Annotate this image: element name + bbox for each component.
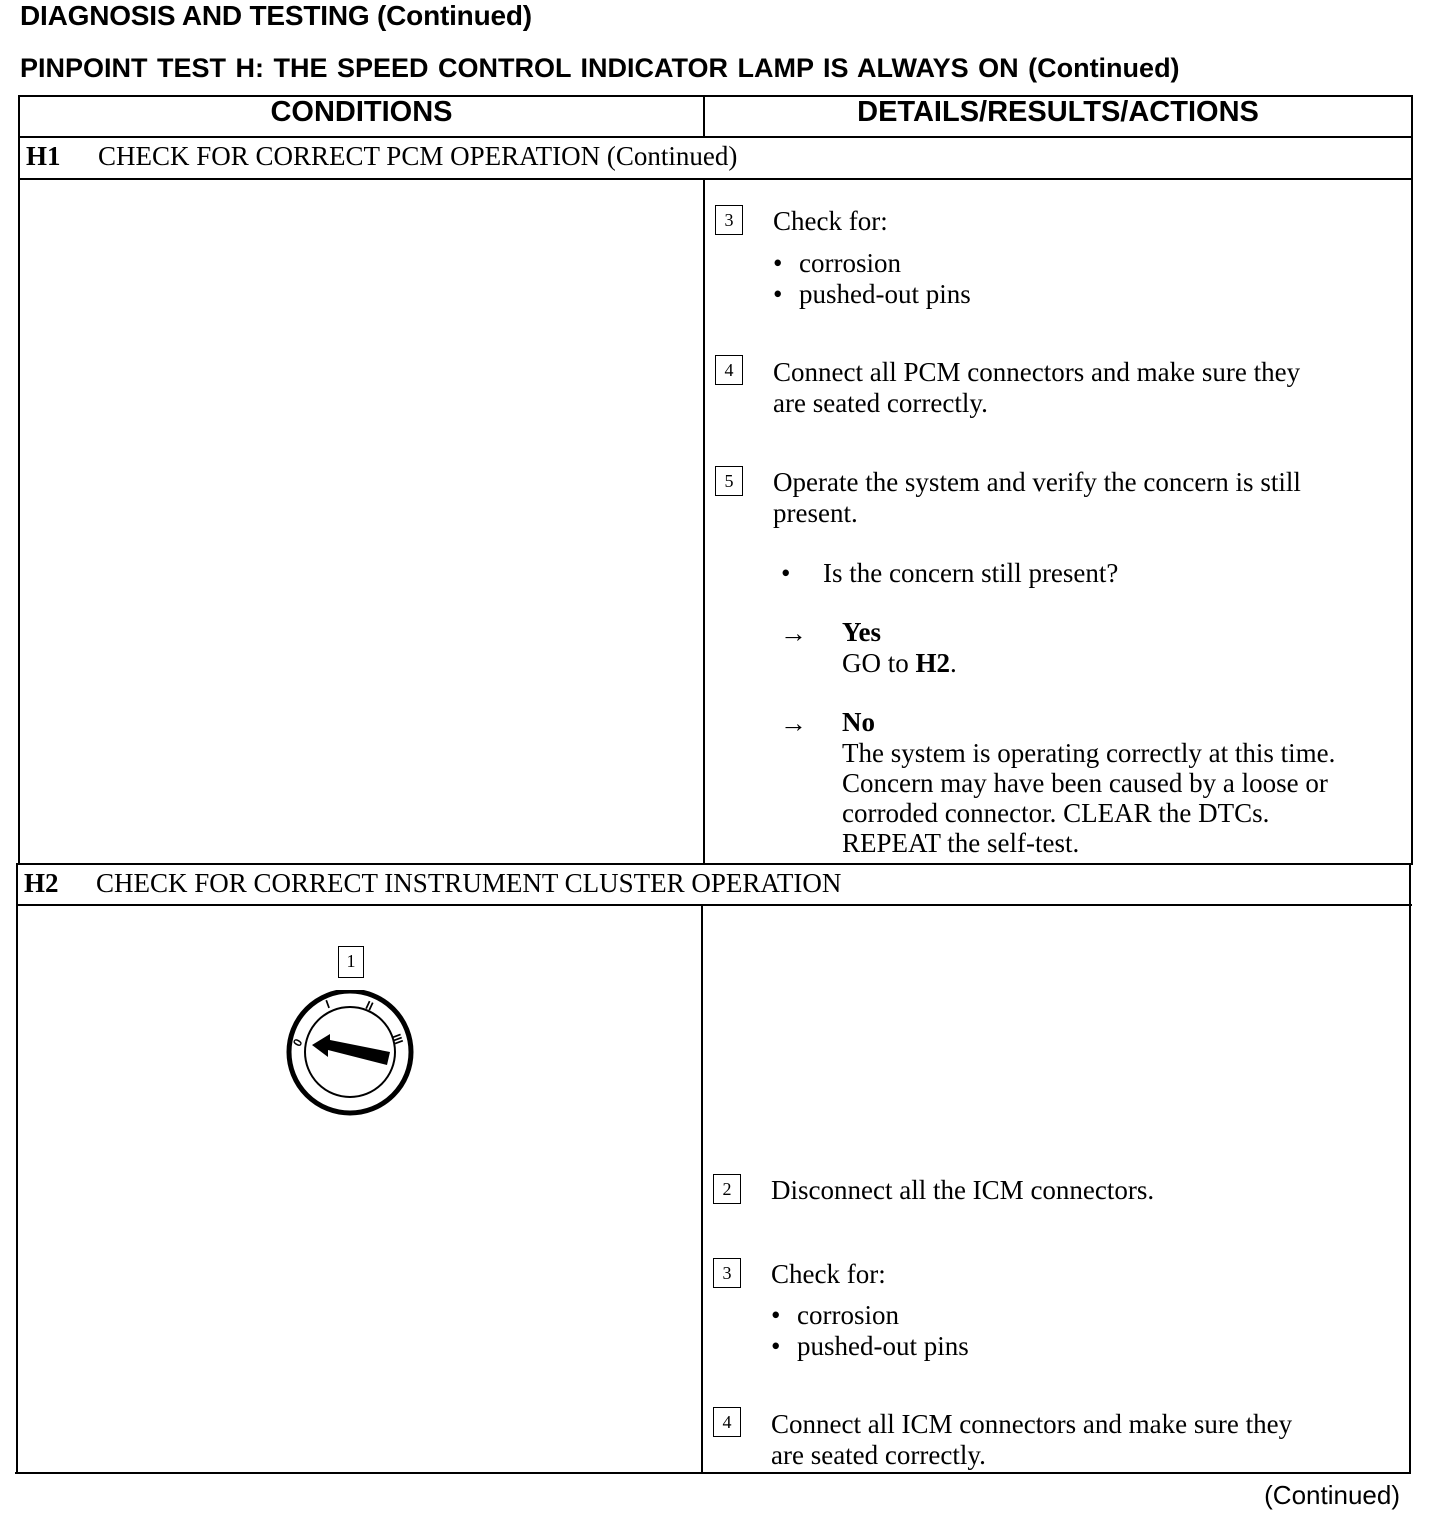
no-line-2: Concern may have been caused by a loose or	[842, 768, 1328, 798]
yes-action-suffix: .	[950, 648, 957, 678]
h1-step3-bullet-2: • pushed-out pins	[773, 279, 971, 310]
continued-footer: (Continued)	[1264, 1480, 1400, 1510]
h1-step4-number-box: 4	[715, 355, 743, 385]
pinpoint-test-title: PINPOINT TEST H: THE SPEED CONTROL INDICATOR LAMP IS ALWAYS ON (Continued)	[20, 53, 1180, 83]
yes-action	[842, 648, 957, 679]
no-line-4: REPEAT the self-test.	[842, 828, 1080, 858]
h2-step3-bullet-1: • corrosion	[771, 1300, 899, 1331]
column-header-details: DETAILS/RESULTS/ACTIONS	[857, 96, 1259, 128]
h1-question	[781, 558, 1118, 589]
no-arrow-icon: →	[780, 708, 807, 738]
h2-step4-line1: Connect all ICM connectors and make sure they	[771, 1409, 1293, 1439]
h2-step-id: H2	[24, 868, 59, 898]
h1-step5-line1: Operate the system and verify the concern is still	[773, 467, 1301, 497]
no-line-3: corroded connector. CLEAR the DTCs.	[842, 798, 1270, 828]
h2-step1-number-box: 1	[338, 946, 364, 978]
no-label: No	[842, 707, 875, 737]
h1-question-text: Is the concern still present?	[823, 558, 1119, 588]
dial-mark-3: III	[389, 1031, 406, 1047]
h2-step3-text: Check for:	[771, 1259, 886, 1289]
dial-mark-0: 0	[289, 1036, 306, 1049]
yes-action-target-link[interactable]: H2	[915, 648, 951, 678]
h1-step5-number-box: 5	[715, 466, 743, 496]
h2-step2-text: Disconnect all the ICM connectors.	[771, 1175, 1155, 1205]
h2-step3-number-box: 3	[713, 1258, 741, 1288]
h2-step4-line2: are seated correctly.	[771, 1440, 986, 1470]
h1-step3-bullet-1: • corrosion	[773, 248, 901, 279]
ignition-switch-off-icon	[280, 990, 420, 1120]
section-title: DIAGNOSIS AND TESTING (Continued)	[20, 0, 532, 31]
h2-step3-bullet-2: • pushed-out pins	[771, 1331, 969, 1362]
h1-step4-line2: are seated correctly.	[773, 388, 988, 418]
no-line-1: The system is operating correctly at this time.	[842, 738, 1336, 768]
h2-step2-number-box: 2	[713, 1174, 741, 1204]
yes-action-prefix: GO to	[842, 648, 909, 678]
h1-step-header	[26, 141, 737, 172]
h1-step3-text: Check for:	[773, 206, 888, 236]
h1-step5-line2: present.	[773, 498, 858, 528]
h2-step-header	[24, 868, 841, 899]
dial-mark-2: II	[363, 997, 376, 1014]
h1-step3-number-box: 3	[715, 205, 743, 235]
h1-step4-line1: Connect all PCM connectors and make sure they	[773, 357, 1301, 387]
yes-arrow-icon: →	[780, 618, 807, 648]
h1-step-id: H1	[26, 141, 61, 171]
dial-mark-1: I	[323, 996, 332, 1012]
column-header-conditions: CONDITIONS	[270, 96, 453, 128]
h2-step4-number-box: 4	[713, 1407, 741, 1437]
yes-label: Yes	[842, 617, 881, 647]
h2-step-title: CHECK FOR CORRECT INSTRUMENT CLUSTER OPERATION	[96, 868, 842, 898]
h1-step-title: CHECK FOR CORRECT PCM OPERATION (Continued)	[98, 141, 738, 171]
